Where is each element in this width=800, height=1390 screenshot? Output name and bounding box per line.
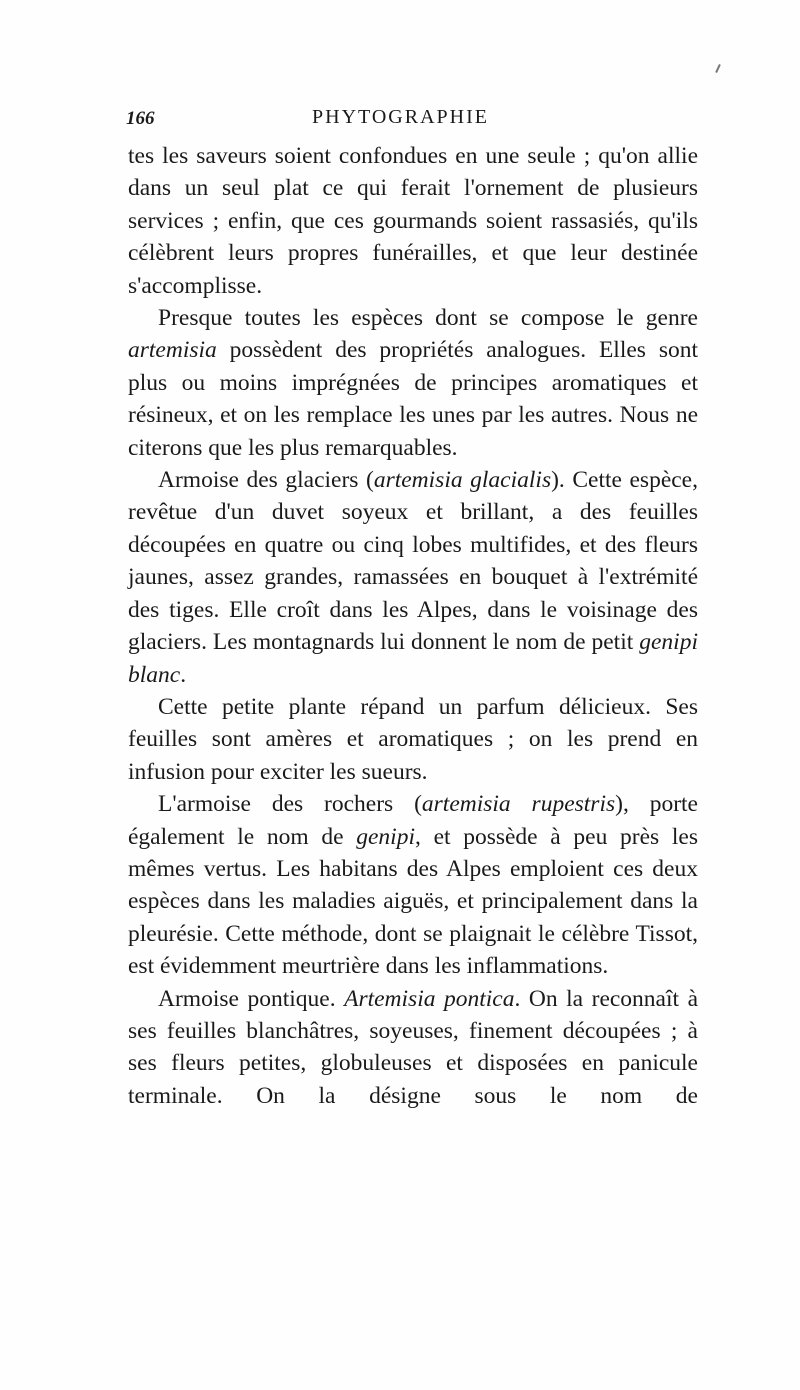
paragraph-genre-artemisia [128, 302, 698, 464]
italic-term: artemisia [128, 337, 217, 364]
text-run: . [180, 661, 187, 688]
text-run: Cette petite plante répand un parfum délicieux. Ses feuilles sont amères et aromatiques ; on les prend en infusion pour exciter les sueurs. [128, 693, 698, 785]
text-run: Armoise pontique. [158, 985, 345, 1012]
text-run: , et possède à peu près les mêmes vertus. Les habitans des Alpes emploient ces deux espèces dans les maladies aiguës, et principalement dans la pleurésie. Cette méthode, dont se plaignait le célèbre Tissot, est évidemment meurtrière dans les inflammations. [128, 823, 698, 980]
text-run: . On la reconnaît à ses feuilles blanchâtres, soyeuses, finement découpées ; à ses fleurs petites, globuleuses et disposées en panicule terminale. On la désigne sous le nom de [128, 985, 699, 1109]
paragraph-armoise-rochers [128, 788, 698, 982]
italic-term: genipi [356, 823, 415, 850]
text-run: possèdent des propriétés analogues. Elles sont plus ou moins imprégnées de principes aromatiques et résineux, et on les remplace les unes par les autres. Nous ne citerons que les plus remarquables. [128, 337, 698, 461]
text-run: ). Cette espèce, revêtue d'un duvet soyeux et brillant, a des feuilles découpées en quatre ou cinq lobes multifides, et des fleurs jaunes, assez grandes, ramassées en bouquet à l'extrémité des tiges. Elle croît dans les Alpes, dans le voisinage des glaciers. Les montagnards lui donnent le nom de petit [128, 467, 698, 656]
paragraph-petite-plante [128, 691, 698, 788]
italic-term: Artemisia pontica [344, 985, 515, 1012]
text-run: Armoise des glaciers ( [158, 467, 374, 494]
italic-term: artemisia rupestris [421, 791, 616, 818]
body-text [128, 140, 698, 1112]
text-run: Presque toutes les espèces dont se compose le genre [158, 305, 698, 332]
text-run: ), porte également le nom de [128, 791, 698, 850]
italic-term: artemisia glacialis [373, 467, 552, 494]
page-number: 166 [126, 108, 155, 129]
text-run: L'armoise des rochers ( [158, 791, 422, 818]
italic-term: genipi blanc [128, 629, 698, 688]
paragraph-continuation [128, 140, 698, 302]
ink-mark [715, 64, 721, 73]
paragraph-armoise-glaciers [128, 464, 698, 691]
text-run: tes les saveurs soient confondues en une seule ; qu'on allie dans un seul plat ce qui ferait l'ornement de plusieurs services ; enfin, que ces gourmands soient rassasiés, qu'ils célèbrent leurs propres funérailles, et que leur destinée s'accomplisse. [128, 143, 698, 299]
running-title: PHYTOGRAPHIE [312, 106, 489, 128]
running-head [126, 104, 696, 134]
paragraph-armoise-pontique [128, 983, 698, 1113]
